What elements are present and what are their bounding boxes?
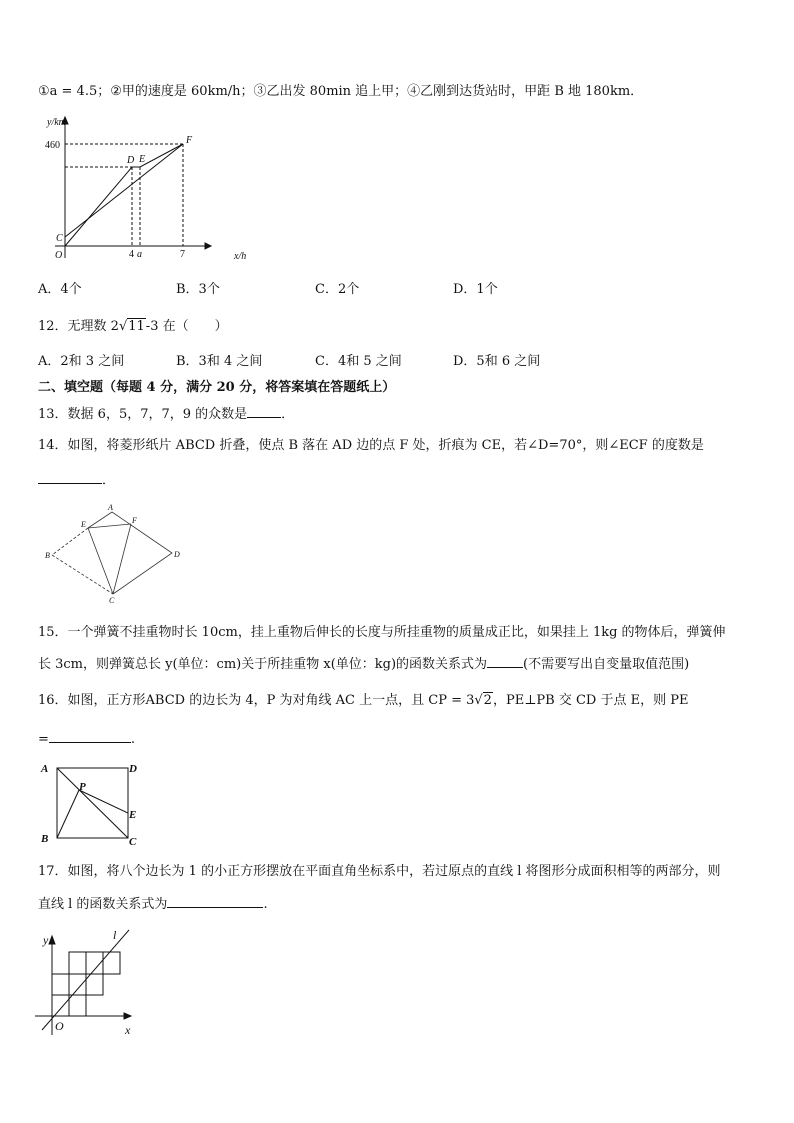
y-tick-460: 460 xyxy=(45,140,60,151)
q11-option-c[interactable]: C．2个 xyxy=(315,282,360,297)
q16-stem: 16．如图，正方形ABCD 的边长为 4，P 为对角线 AC 上一点，且 CP = 3√2，PE⊥PB 交 CD 于点 E，则 PE xyxy=(38,693,689,708)
svg-text:P: P xyxy=(79,781,86,793)
q12-stem: 12．无理数 2√11-3 在（ ） xyxy=(38,319,228,334)
q14-answer: ． xyxy=(38,471,115,489)
q16-answer-blank[interactable] xyxy=(49,730,131,743)
q14-answer-blank[interactable] xyxy=(38,471,102,484)
svg-text:A: A xyxy=(41,763,49,775)
svg-text:x: x xyxy=(125,1023,131,1037)
q13-answer-blank[interactable] xyxy=(247,405,281,418)
svg-text:F: F xyxy=(132,516,137,525)
x-tick-7: 7 xyxy=(180,249,185,260)
svg-text:C: C xyxy=(129,836,137,848)
svg-text:l: l xyxy=(113,928,117,942)
svg-text:D: D xyxy=(174,550,180,559)
x-tick-4: 4 xyxy=(129,249,134,260)
q17-line1: 17．如图，将八个边长为 1 的小正方形摆放在平面直角坐标系中，若过原点的直线 l 将图形分成面积相等的两部分，则 xyxy=(38,864,721,879)
q12-option-d[interactable]: D．5和 6 之间 xyxy=(453,354,541,369)
q14-figure xyxy=(52,512,172,594)
point-e: E xyxy=(139,154,146,165)
q12-option-c[interactable]: C．4和 5 之间 xyxy=(315,354,402,369)
q11-statement: ①a = 4.5；②甲的速度是 60km/h；③乙出发 80min 追上甲；④乙刚到达货站时，甲距 B 地 180km． xyxy=(38,84,644,99)
point-o: O xyxy=(55,250,63,261)
svg-text:B: B xyxy=(45,551,50,560)
q14-stem: 14．如图，将菱形纸片 ABCD 折叠，使点 B 落在 AD 边的点 F 处，折痕为 CE，若∠D=70°，则∠ECF 的度数是 xyxy=(38,438,704,453)
x-tick-a: a xyxy=(137,249,142,260)
q11-option-a[interactable]: A．4个 xyxy=(38,282,82,297)
svg-text:D: D xyxy=(129,763,137,775)
radicand: 11 xyxy=(128,319,145,334)
x-axis-label: x/h xyxy=(234,251,247,262)
q11-option-d[interactable]: D．1个 xyxy=(453,282,498,297)
y-axis-label: y/km xyxy=(47,117,66,128)
q15-line1: 15．一个弹簧不挂重物时长 10cm，挂上重物后伸长的长度与所挂重物的质量成正比，如果挂上 1kg 的物体后，弹簧伸 xyxy=(38,625,726,640)
point-c: C xyxy=(56,233,63,244)
section-heading: 二、填空题（每题 4 分，满分 20 分，将答案填在答题纸上） xyxy=(38,380,396,395)
q17-line2: 直线 l 的函数关系式为 . xyxy=(38,897,268,912)
svg-text:A: A xyxy=(108,503,113,512)
svg-text:y: y xyxy=(43,933,49,947)
q15-line2: 长 3cm，则弹簧总长 y(单位：cm)关于所挂重物 x(单位：kg)的函数关系式为 (不需要写出自变量取值范围) xyxy=(38,657,690,672)
svg-text:O: O xyxy=(55,1019,64,1033)
q12-option-a[interactable]: A．2和 3 之间 xyxy=(38,354,125,369)
point-d: D xyxy=(127,155,135,166)
q16-figure xyxy=(57,768,128,838)
svg-text:B: B xyxy=(41,833,49,845)
q16-answer: = . xyxy=(38,732,136,747)
q11-option-b[interactable]: B．3个 xyxy=(176,282,220,297)
svg-text:E: E xyxy=(129,809,137,821)
point-f: F xyxy=(186,135,193,146)
q17-figure xyxy=(35,930,131,1035)
q13: 13．数据 6，5，7，7，9 的众数是 ． xyxy=(38,407,295,422)
q17-answer-blank[interactable] xyxy=(167,895,263,908)
svg-text:C: C xyxy=(109,596,115,605)
q12-option-b[interactable]: B．3和 4 之间 xyxy=(176,354,263,369)
q15-answer-blank[interactable] xyxy=(487,655,523,668)
svg-text:E: E xyxy=(81,520,86,529)
